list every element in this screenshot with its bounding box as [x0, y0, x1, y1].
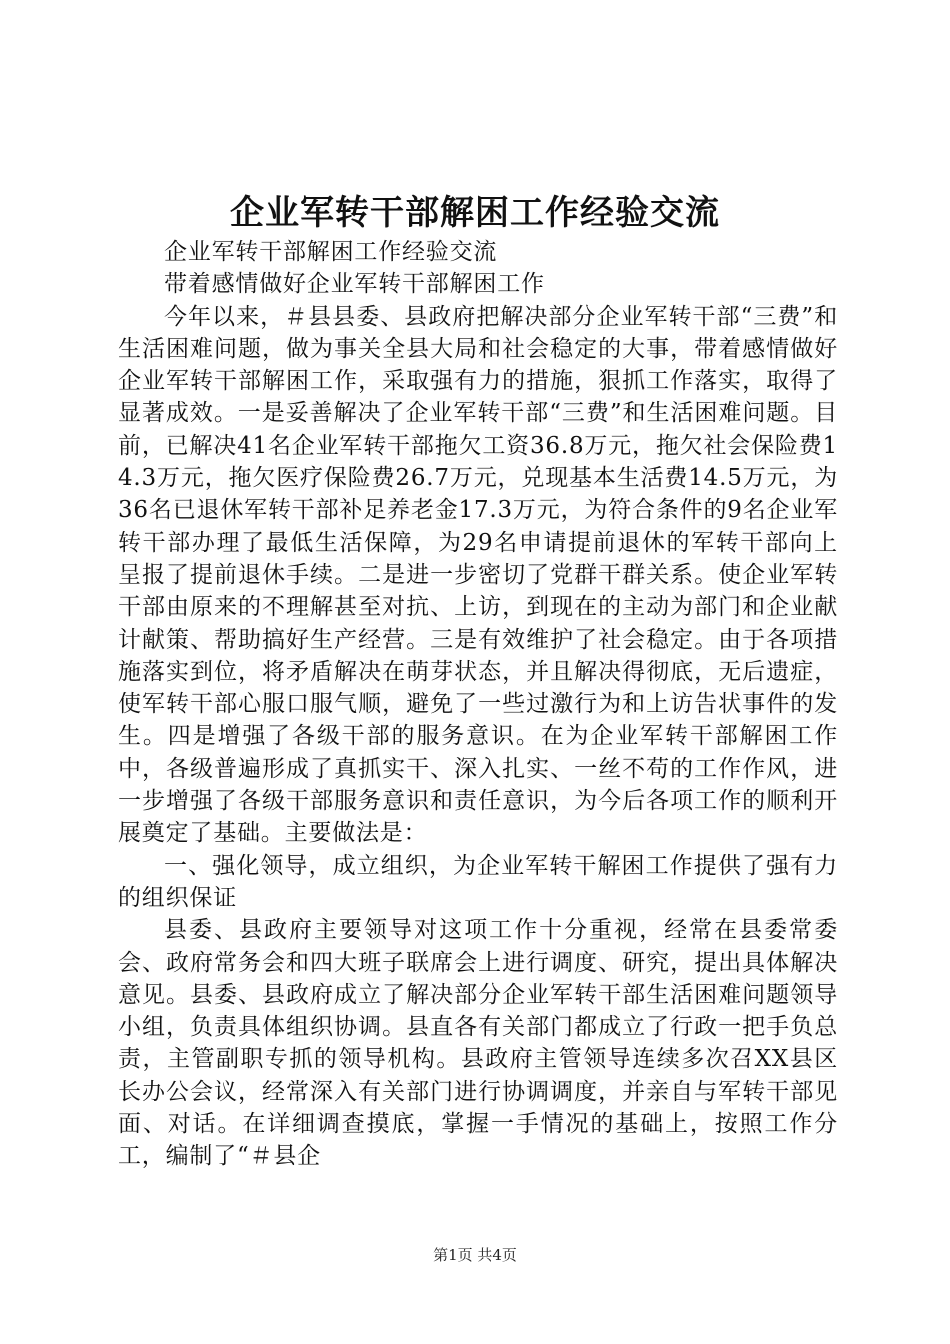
heading-paragraph: 带着感情做好企业军转干部解困工作: [164, 271, 545, 298]
section-heading-paragraph: 一、强化领导，成立组织，为企业军转干解困工作提供了强有力的组织保证: [118, 852, 838, 911]
body-paragraph: 今年以来，＃县县委、县政府把解决部分企业军转干部“三费”和生活困难问题，做为事关全县大局和社会稳定的大事，带着感情做好企业军转干部解困工作，采取强有力的措施，狠抓工作落实，取得了显著成效。一是妥善解决了企业军转干部“三费”和生活困难问题。目前，已解决41名企业军转干部拖欠工资36.8万元，拖欠社会保险费14.3万元，拖欠医疗保险费26.7万元，兑现基本生活费14.5万元，为36名已退休军转干部补足养老金17.3万元，为符合条件的9名企业军转干部办理了最低生活保障，为29名申请提前退休的军转干部向上呈报了提前退休手续。二是进一步密切了党群干群关系。使企业军转干部由原来的不理解甚至对抗、上访，到现在的主动为部门和企业献计献策、帮助搞好生产经营。三是有效维护了社会稳定。由于各项措施落实到位，将矛盾解决在萌芽状态，并且解决得彻底，无后遗症，使军转干部心服口服气顺，避免了一些过激行为和上访告状事件的发生。四是增强了各级干部的服务意识。在为企业军转干部解困工作中，各级普遍形成了真抓实干、深入扎实、一丝不苟的工作作风，进一步增强了各级干部服务意识和责任意识，为今后各项工作的顺利开展奠定了基础。主要做法是：: [118, 303, 838, 847]
page-number-footer: 第1页 共4页: [433, 1246, 517, 1264]
subtitle-paragraph: 企业军转干部解困工作经验交流: [164, 239, 498, 265]
document-title: 企业军转干部解困工作经验交流: [230, 193, 720, 233]
body-paragraph: 县委、县政府主要领导对这项工作十分重视，经常在县委常委会、政府常务会和四大班子联席会上进行调度、研究，提出具体解决意见。县委、县政府成立了解决部分企业军转干部生活困难问题领导小组，负责具体组织协调。县直各有关部门都成立了行政一把手负总责，主管副职专抓的领导机构。县政府主管领导连续多次召XX县区长办公会议，经常深入有关部门进行协调调度，并亲自与军转干部见面、对话。在详细调查摸底，掌握一手情况的基础上，按照工作分工，编制了“＃县企: [118, 917, 838, 1170]
document-body: [118, 236, 838, 1173]
